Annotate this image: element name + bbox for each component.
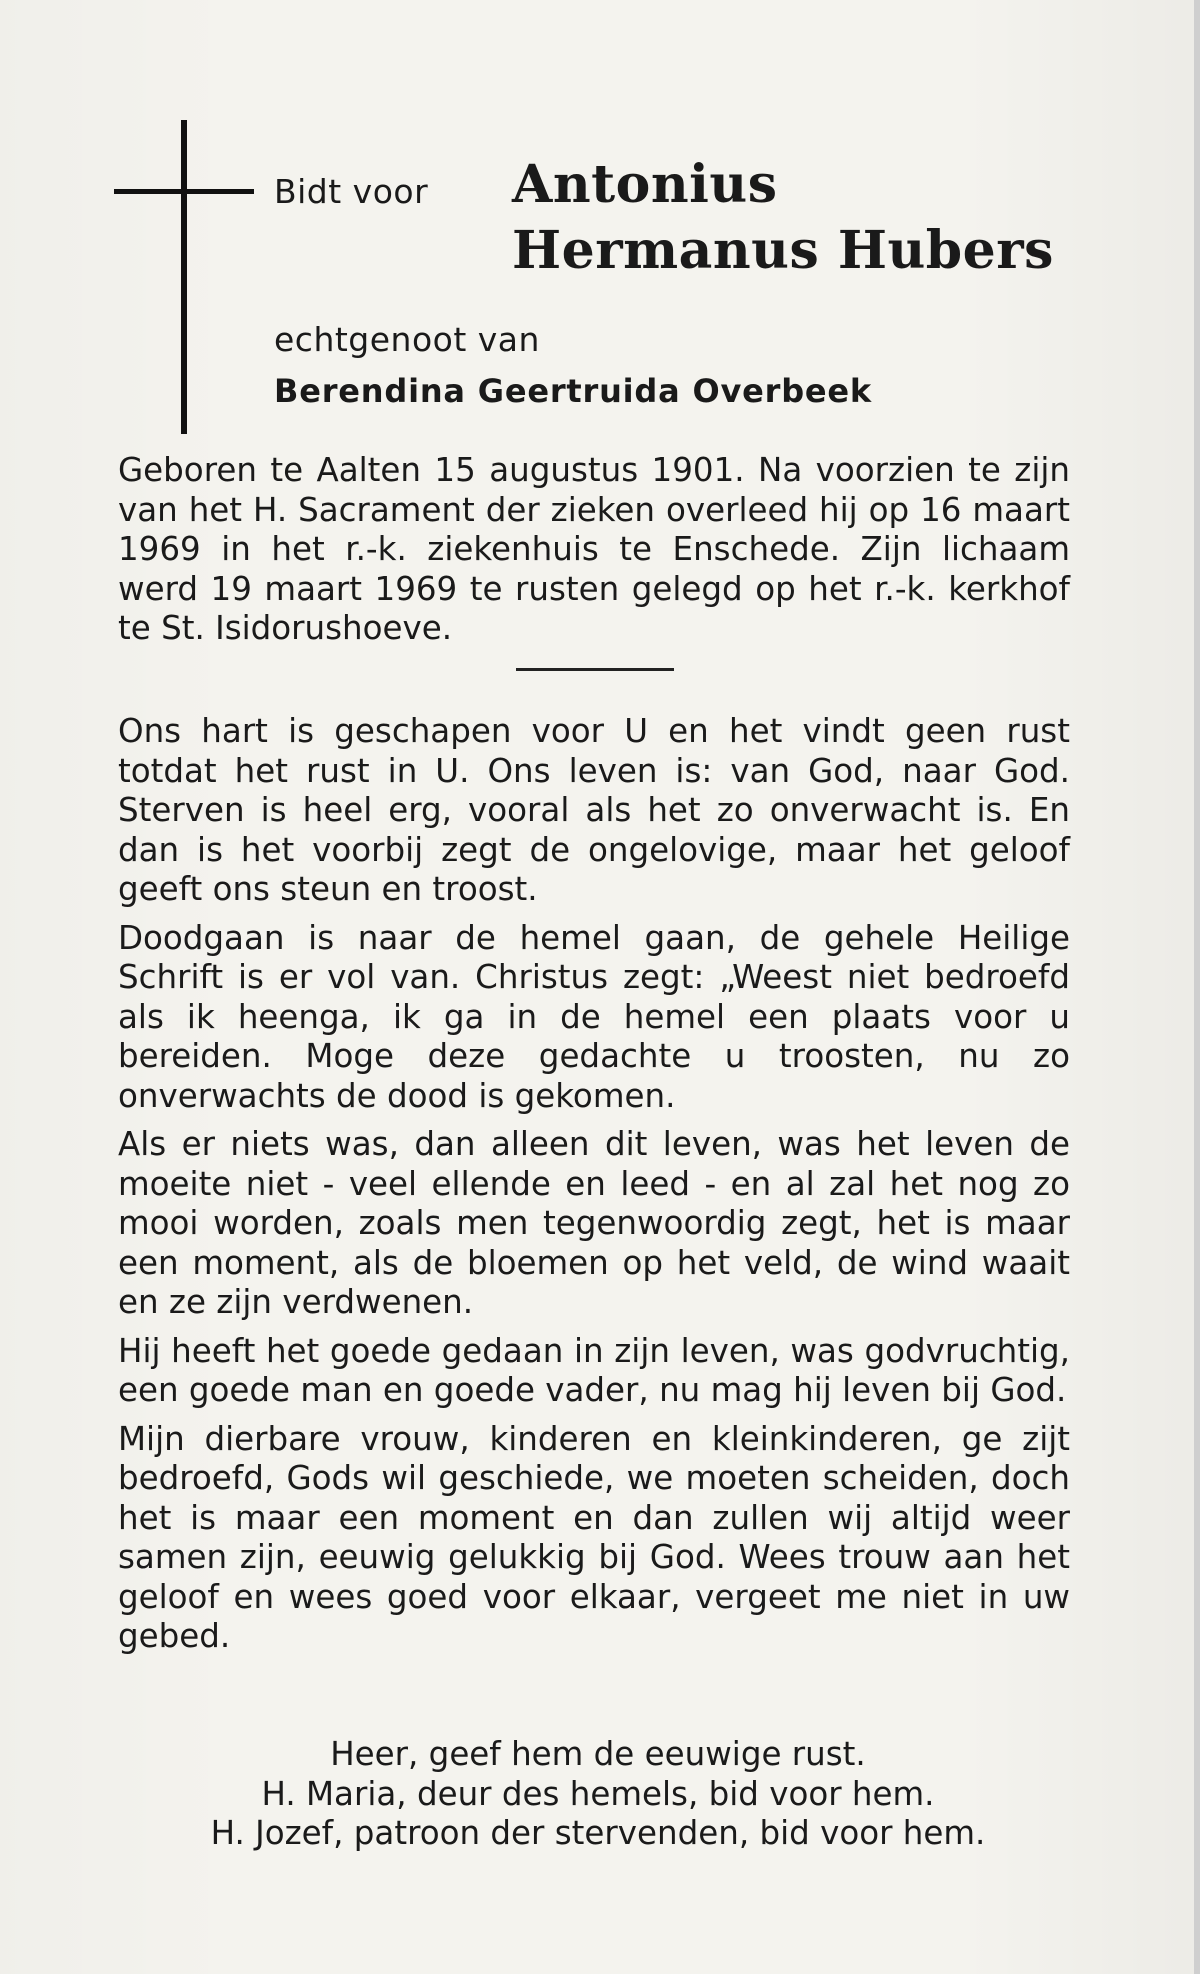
prayer-line: H. Jozef, patroon der stervenden, bid voor hem. bbox=[210, 1814, 986, 1852]
meditation-paragraph: Mijn dierbare vrouw, kinderen en kleinkinderen, ge zijt bedroefd, Gods wil geschiede, we moeten scheiden, doch het is maar een moment en dan zullen wij altijd weer samen zijn, eeuwig gelukkig bij God. Wees trouw aan het geloof en wees goed voor elkaar, vergeet me niet in uw gebed. bbox=[118, 1419, 1070, 1655]
biography-text: Geboren te Aalten 15 augustus 1901. Na voorzien te zijn van het H. Sacrament der zieken overleed hij op 16 maart 1969 in het r.-k. ziekenhuis te Enschede. Zijn lichaam werd 19 maart 1969 te rusten gelegd op het r.-k. kerkhof te St. Isidorushoeve. bbox=[118, 451, 1070, 647]
prayer-request-prefix: Bidt voor bbox=[274, 172, 429, 211]
deceased-name-line2: Hermanus Hubers bbox=[512, 220, 1054, 281]
closing-prayers bbox=[118, 1735, 1078, 1854]
card-edge bbox=[1194, 0, 1200, 1974]
prayer-line: Heer, geef hem de eeuwige rust. bbox=[330, 1735, 866, 1773]
prayer-line: H. Maria, deur des hemels, bid voor hem. bbox=[261, 1774, 935, 1813]
spouse-label: echtgenoot van bbox=[274, 320, 540, 359]
meditation-paragraph: Doodgaan is naar de hemel gaan, de gehele Heilige Schrift is er vol van. Christus zegt: „Weest niet bedroefd als ik heenga, ik ga in de hemel een plaats voor u bereiden. Moge deze gedachte u troosten, nu zo onverwachts de dood is gekomen. bbox=[118, 918, 1070, 1115]
meditation-paragraph: Als er niets was, dan alleen dit leven, was het leven de moeite niet - veel ellende en leed - en al zal het nog zo mooi worden, zoals men tegenwoordig zegt, het is maar een moment, als de bloemen op het veld, de wind waait en ze zijn verdwenen. bbox=[118, 1125, 1070, 1321]
cross-horizontal-bar bbox=[114, 189, 254, 194]
cross-vertical-bar bbox=[181, 120, 187, 434]
spouse-name: Berendina Geertruida Overbeek bbox=[274, 372, 873, 410]
meditation-paragraph: Hij heeft het goede gedaan in zijn leven, was godvruchtig, een goede man en goede vader, nu mag hij leven bij God. bbox=[118, 1331, 1070, 1409]
meditation-paragraph: Ons hart is geschapen voor U en het vindt geen rust totdat het rust in U. Ons leven is: van God, naar God. Sterven is heel erg, vooral als het zo onverwacht is. En dan is het voorbij zegt de ongelovige, maar het geloof geeft ons steun en troost. bbox=[118, 712, 1070, 908]
divider-line bbox=[516, 668, 674, 671]
deceased-name-line1: Antonius bbox=[512, 154, 778, 215]
meditation-text bbox=[118, 712, 1070, 1666]
